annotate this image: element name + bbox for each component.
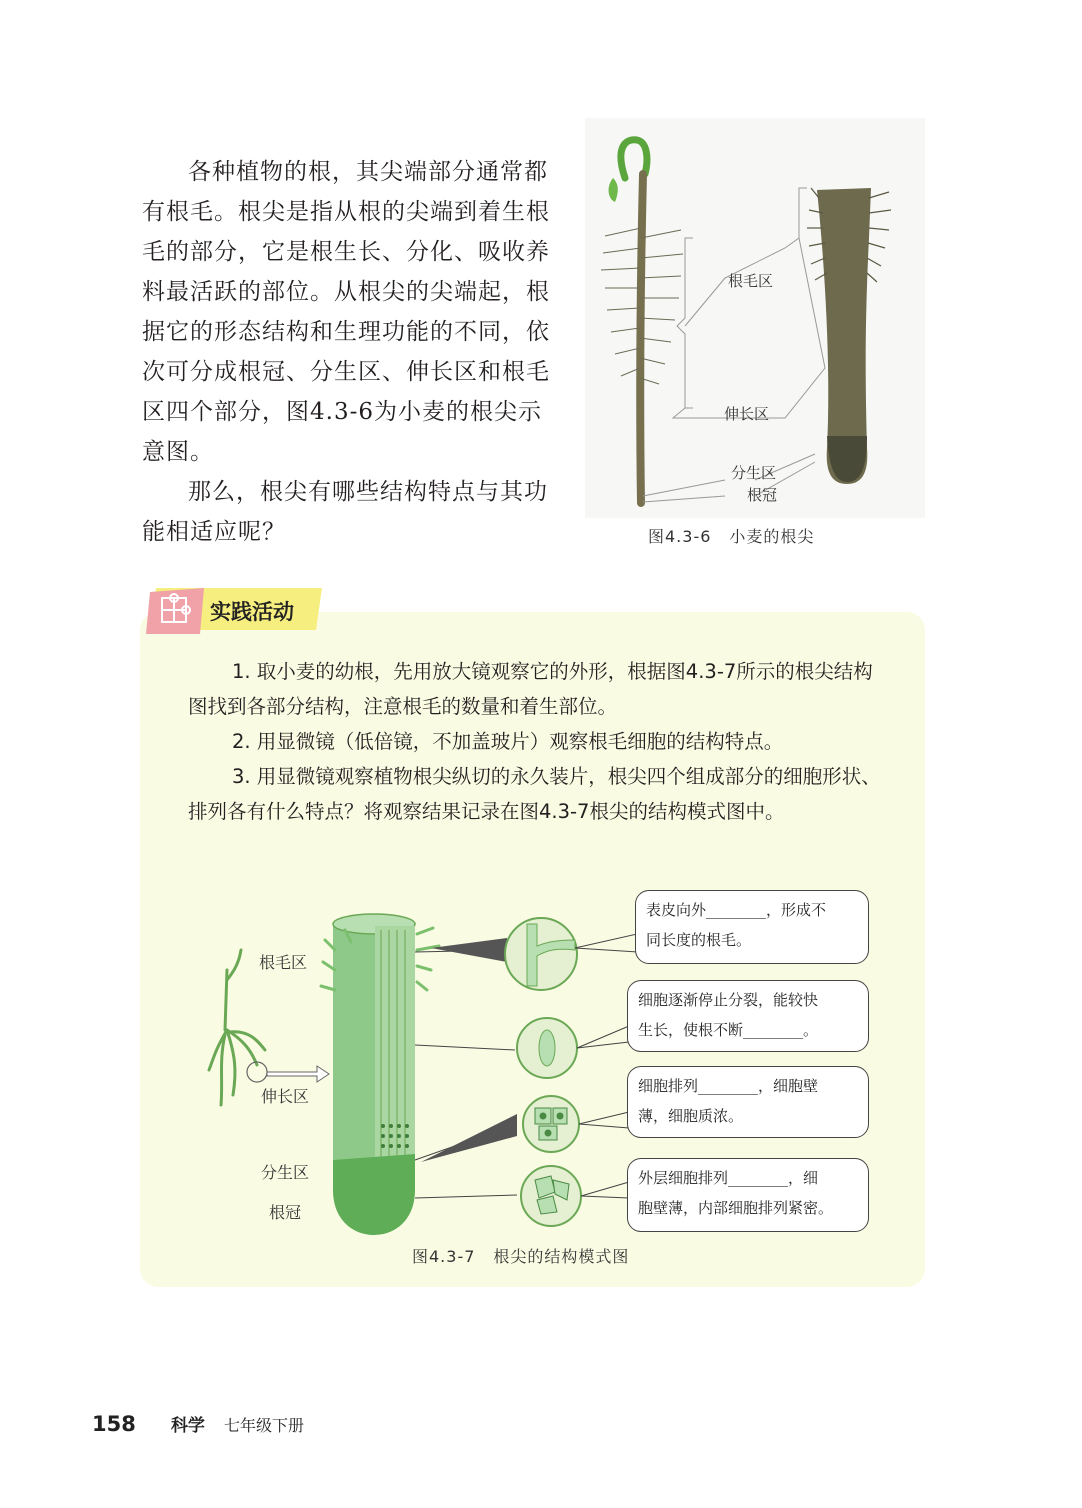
wheat-root-illustration <box>585 118 925 518</box>
activity-title: 实践活动 <box>210 600 294 624</box>
bubble1-line1: 表皮向外________，形成不 <box>646 901 827 919</box>
bubble4-line1: 外层细胞排列________，细 <box>638 1169 819 1187</box>
figure-root-tip-model <box>195 890 885 1250</box>
subject-name: 科学 <box>170 1416 205 1436</box>
fig7-label-elongation-zone: 伸长区 <box>261 1087 310 1106</box>
fig7-caption-number: 图4.3-7 <box>412 1247 476 1266</box>
figure-wheat-root-tip <box>585 118 925 518</box>
fig6-caption-text: 小麦的根尖 <box>729 527 815 546</box>
bubble-meristem-zone <box>627 1066 869 1138</box>
intro-paragraph-1: 各种植物的根，其尖端部分通常都有根毛。根尖是指从根的尖端到着生根毛的部分，它是根生长、分化、吸收养料最活跃的部位。从根尖的尖端起，根据它的形态结构和生理功能的不同，依次可分成根冠、分生区、伸长区和根毛区四个部分，图4.3-6为小麦的根尖示意图。 <box>142 159 550 465</box>
fig7-caption-text: 根尖的结构模式图 <box>493 1247 630 1266</box>
book-name: 七年级下册 <box>224 1416 305 1435</box>
fig6-label-root-cap: 根冠 <box>747 486 778 504</box>
figure-7-caption <box>412 1244 629 1267</box>
fig7-label-root-hair-zone: 根毛区 <box>259 953 308 972</box>
intro-paragraph-2: 那么，根尖有哪些结构特点与其功能相适应呢？ <box>142 479 548 545</box>
fig7-label-root-cap: 根冠 <box>269 1203 302 1222</box>
fig6-caption-number: 图4.3-6 <box>648 527 712 546</box>
activity-step-2: 2. 用显微镜（低倍镜，不加盖玻片）观察根毛细胞的结构特点。 <box>232 730 784 753</box>
activity-steps <box>188 654 888 829</box>
bubble-root-hair-zone <box>635 890 869 964</box>
bubble2-line2: 生长，使根不断________。 <box>638 1021 819 1039</box>
bubble2-line1: 细胞逐渐停止分裂，能较快 <box>638 991 819 1009</box>
bubble3-line2: 薄，细胞质浓。 <box>638 1107 744 1125</box>
activity-step-1: 1. 取小麦的幼根，先用放大镜观察它的外形，根据图4.3-7所示的根尖结构图找到各部分结构，注意根毛的数量和着生部位。 <box>188 660 873 718</box>
bubble-root-cap <box>627 1158 869 1232</box>
fig6-label-meristem-zone: 分生区 <box>731 464 777 482</box>
bubble4-line2: 胞壁薄，内部细胞排列紧密。 <box>638 1199 834 1217</box>
bubble3-line1: 细胞排列________，细胞壁 <box>638 1077 819 1095</box>
page-number: 158 <box>92 1412 136 1436</box>
bubble-elongation-zone <box>627 980 869 1052</box>
fig7-label-meristem-zone: 分生区 <box>261 1163 310 1182</box>
intro-text <box>142 152 560 552</box>
fig6-label-root-hair-zone: 根毛区 <box>728 272 774 290</box>
fig6-label-elongation-zone: 伸长区 <box>724 405 770 423</box>
activity-step-3: 3. 用显微镜观察植物根尖纵切的永久装片，根尖四个组成部分的细胞形状、排列各有什么特点？将观察结果记录在图4.3-7根尖的结构模式图中。 <box>188 765 881 823</box>
bubble1-line2: 同长度的根毛。 <box>646 931 752 949</box>
page-footer <box>92 1411 304 1436</box>
figure-6-caption <box>648 524 814 547</box>
